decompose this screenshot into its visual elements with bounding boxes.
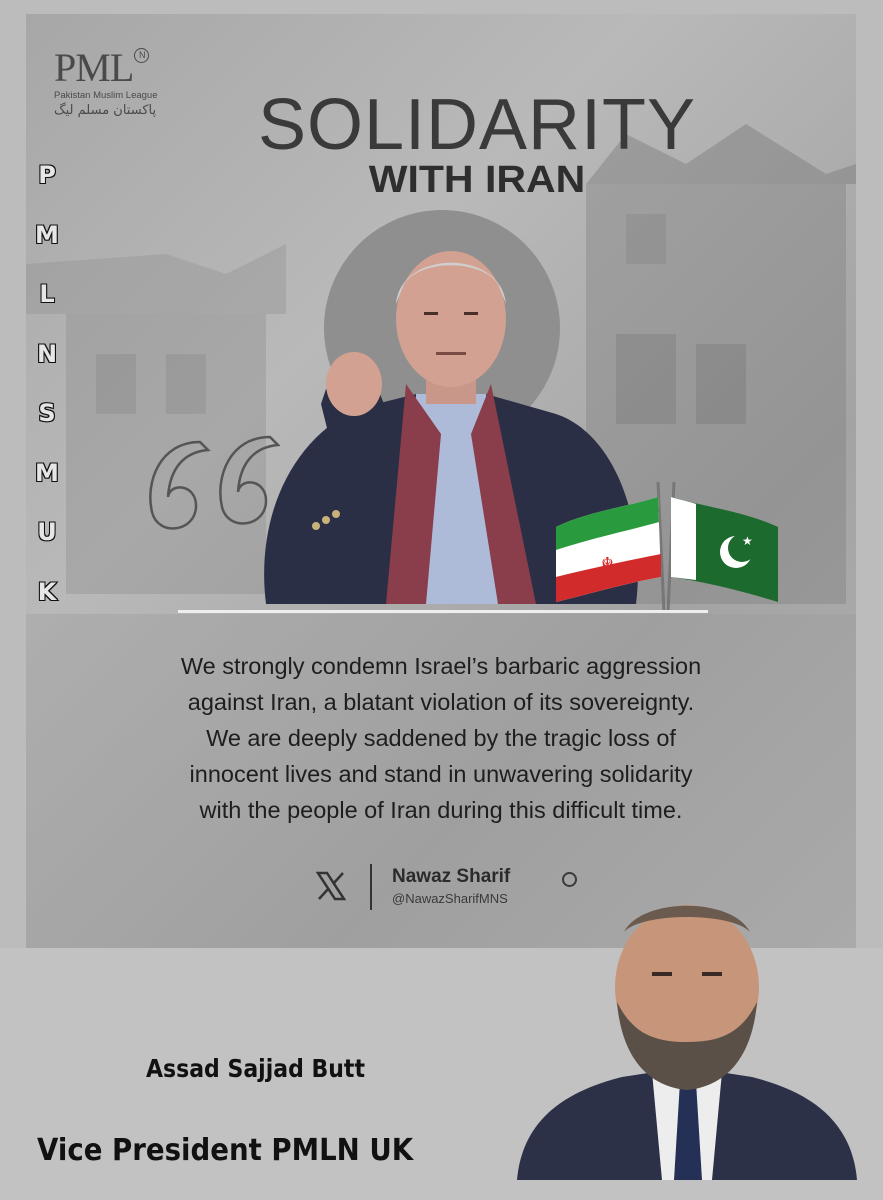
- author-handle: @NawazSharifMNS: [392, 891, 508, 906]
- svg-text:★: ★: [742, 534, 753, 548]
- vertical-letter: U: [37, 518, 57, 546]
- quotation-mark-icon: [140, 422, 280, 542]
- person-title: Vice President PMLN UK: [37, 1133, 414, 1168]
- verified-badge-icon: [562, 872, 577, 887]
- headline: SOLIDARITY: [257, 85, 697, 165]
- author-name: Nawaz Sharif: [392, 866, 511, 887]
- assad-sajjad-butt-photo: [512, 892, 862, 1180]
- statement-text: [126, 648, 756, 828]
- subheadline: WITH IRAN: [368, 159, 586, 201]
- vertical-letter: L: [39, 280, 55, 308]
- vertical-letter: S: [38, 399, 56, 427]
- statement-line: innocent lives and stand in unwavering solidarity: [189, 761, 693, 787]
- logo-mark: PML: [54, 45, 134, 90]
- poster: [26, 14, 856, 948]
- x-logo-icon: [316, 871, 346, 901]
- vertical-letter: M: [35, 220, 59, 249]
- logo-subtitle: Pakistan Muslim League: [54, 90, 158, 101]
- vertical-letter: P: [38, 161, 56, 189]
- statement-line: We are deeply saddened by the tragic loss of: [206, 725, 676, 751]
- statement-line: We strongly condemn Israel’s barbaric aggression: [180, 653, 702, 679]
- statement-line: with the people of Iran during this difficult time.: [199, 797, 683, 823]
- vertical-letter: N: [36, 339, 58, 368]
- attribution-divider: [370, 864, 372, 910]
- vertical-letter: K: [37, 577, 57, 606]
- statement-line: against Iran, a blatant violation of its sovereignty.: [187, 689, 695, 715]
- logo-n-badge: N: [134, 48, 149, 63]
- svg-text:☬: ☬: [601, 554, 614, 575]
- vertical-pmlnsmuk-text: [33, 155, 61, 631]
- stage-divider: [178, 610, 708, 613]
- person-name: Assad Sajjad Butt: [146, 1054, 365, 1083]
- logo-urdu: پاکستان مسلم لیگ: [54, 103, 157, 118]
- vertical-letter: M: [35, 458, 59, 487]
